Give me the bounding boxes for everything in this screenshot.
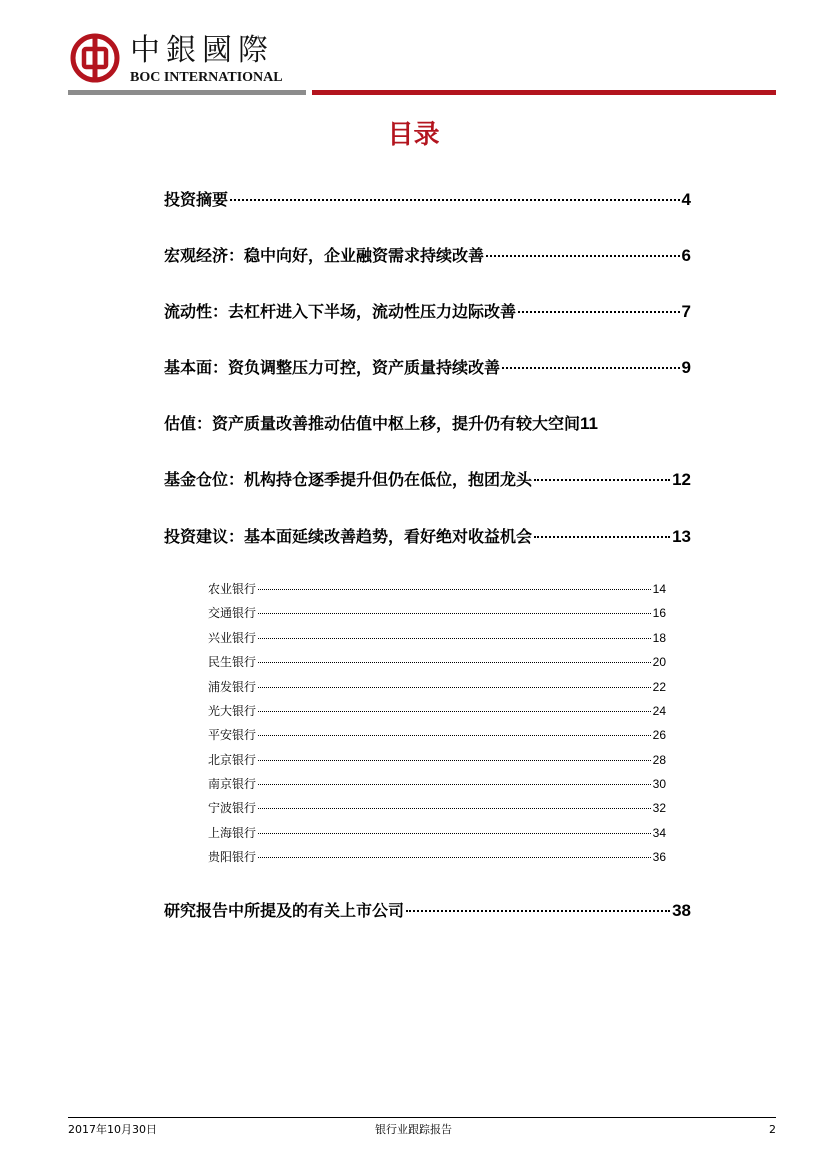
toc-entry-text: 基本面：资负调整压力可控，资产质量持续改善 [164, 358, 501, 377]
toc-entry-page: 38 [672, 901, 691, 920]
toc-sub-entry-text: 南京银行 [208, 777, 257, 791]
toc-leader-dots [258, 613, 651, 614]
logo-chinese-name: 中銀國際 [130, 33, 274, 68]
footer-date: 2017年10月30日 [68, 1123, 157, 1136]
footer-report-type: 银行业跟踪报告 [375, 1123, 452, 1136]
toc-entry-page: 9 [681, 358, 691, 377]
toc-sub-entry-page: 22 [652, 680, 666, 694]
toc-entry[interactable] [164, 300, 691, 324]
toc-entry-page: 6 [681, 246, 691, 265]
toc-entry-page: 7 [681, 302, 691, 321]
toc-sub-entry-page: 24 [652, 704, 666, 718]
toc-entry-text: 投资建议：基本面延续改善趋势，看好绝对收益机会 [164, 527, 533, 546]
toc-sub-entry[interactable] [208, 824, 666, 842]
toc-sub-entry-page: 26 [652, 728, 666, 742]
toc-leader-dots [258, 589, 651, 590]
boc-emblem-icon [70, 33, 120, 83]
toc-entry-text: 宏观经济：稳中向好，企业融资需求持续改善 [164, 246, 485, 265]
toc-leader-dots [258, 833, 651, 834]
toc-leader-dots [258, 857, 651, 858]
toc-sub-entry-text: 交通银行 [208, 606, 257, 620]
toc-leader-dots [502, 367, 680, 369]
toc-entry-text: 流动性：去杠杆进入下半场，流动性压力边际改善 [164, 302, 517, 321]
toc-leader-dots [534, 479, 670, 481]
toc-entry[interactable] [164, 412, 691, 436]
toc-entry[interactable] [164, 188, 691, 212]
toc-leader-dots [406, 910, 670, 912]
toc-leader-dots [258, 687, 651, 688]
toc-leader-dots [258, 784, 651, 785]
toc-sub-entry-page: 20 [652, 655, 666, 669]
toc-sub-entry-page: 16 [652, 606, 666, 620]
toc-sub-entry[interactable] [208, 678, 666, 696]
header-rule-red [312, 90, 776, 95]
toc-leader-dots [534, 536, 670, 538]
boc-logo [70, 33, 310, 89]
toc-entry[interactable] [164, 525, 691, 549]
toc-leader-dots [486, 255, 680, 257]
toc-entry-page: 4 [681, 190, 691, 209]
toc-sub-entry-text: 光大银行 [208, 704, 257, 718]
toc-leader-dots [258, 711, 651, 712]
toc-sub-entry[interactable] [208, 653, 666, 671]
toc-leader-dots [518, 311, 680, 313]
logo-english-name: BOC INTERNATIONAL [130, 70, 283, 85]
toc-sub-entry-page: 32 [652, 801, 666, 815]
toc-sub-entry-text: 民生银行 [208, 655, 257, 669]
toc-sub-entry[interactable] [208, 604, 666, 622]
toc-sub-entry-page: 28 [652, 753, 666, 767]
toc-sub-entry[interactable] [208, 751, 666, 769]
toc-sub-entry-text: 贵阳银行 [208, 850, 257, 864]
toc-leader-dots [258, 638, 651, 639]
toc-sub-entry-text: 农业银行 [208, 582, 257, 596]
toc-sub-entry[interactable] [208, 848, 666, 866]
toc-sub-entry-page: 34 [652, 826, 666, 840]
toc-sub-entry[interactable] [208, 799, 666, 817]
toc-sub-entry[interactable] [208, 580, 666, 598]
toc-entry-page: 11 [580, 414, 598, 433]
toc-entry-text: 估值：资产质量改善推动估值中枢上移，提升仍有较大空间 [164, 414, 581, 433]
toc-entry-page: 13 [672, 527, 691, 546]
toc-entry-text: 投资摘要 [164, 190, 229, 209]
toc-leader-dots [258, 735, 651, 736]
header-rule-gray [68, 90, 306, 95]
toc-sub-entry-text: 兴业银行 [208, 631, 257, 645]
toc-entry[interactable] [164, 899, 691, 923]
toc-entry-text: 基金仓位：机构持仓逐季提升但仍在低位，抱团龙头 [164, 470, 533, 489]
footer-page-number: 2 [769, 1123, 776, 1136]
footer-rule [68, 1117, 776, 1118]
toc-sub-entry-text: 平安银行 [208, 728, 257, 742]
toc-entry-page: 12 [672, 470, 691, 489]
toc-title: 目录 [387, 120, 440, 150]
toc-sub-entry[interactable] [208, 726, 666, 744]
toc-sub-entry[interactable] [208, 702, 666, 720]
toc-entry[interactable] [164, 244, 691, 268]
toc-sub-entry-text: 浦发银行 [208, 680, 257, 694]
toc-sub-entry[interactable] [208, 775, 666, 793]
toc-entry[interactable] [164, 356, 691, 380]
toc-leader-dots [258, 760, 651, 761]
toc-sub-entry[interactable] [208, 629, 666, 647]
toc-entry-text: 研究报告中所提及的有关上市公司 [164, 901, 405, 920]
toc-leader-dots [258, 808, 651, 809]
toc-entry[interactable] [164, 468, 691, 492]
toc-sub-entry-page: 18 [652, 631, 666, 645]
toc-sub-entry-text: 宁波银行 [208, 801, 257, 815]
toc-leader-dots [230, 199, 680, 201]
toc-leader-dots [258, 662, 651, 663]
toc-sub-entry-text: 北京银行 [208, 753, 257, 767]
toc-sub-entry-page: 30 [652, 777, 666, 791]
toc-sub-entry-page: 36 [652, 850, 666, 864]
toc-sub-entry-page: 14 [652, 582, 666, 596]
toc-sub-entry-text: 上海银行 [208, 826, 257, 840]
